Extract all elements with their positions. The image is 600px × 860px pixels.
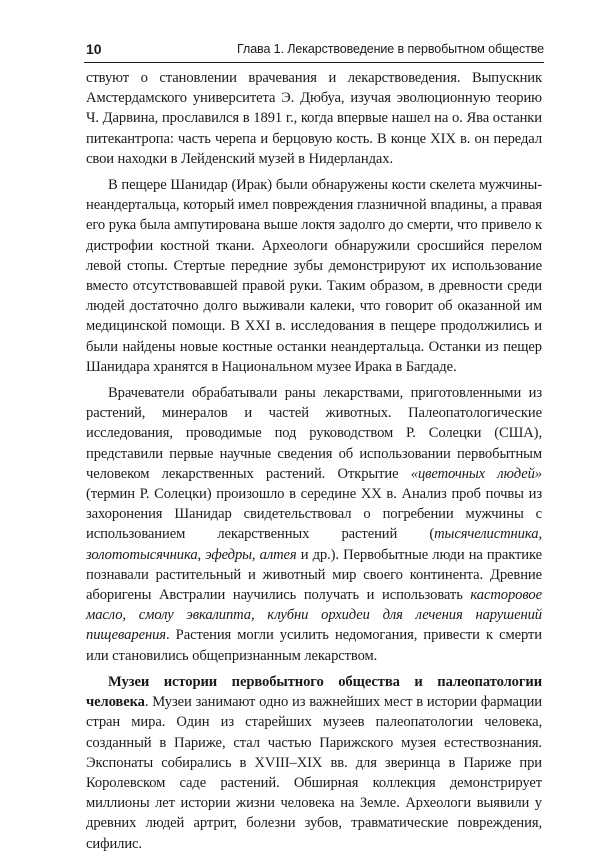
text-run: . Музеи занимают одно из важнейших мест в истории фармации стран мира. Один из старейших музеев палеопатологии человека, созданный в Париже, стал частью Парижского музея естествознания. Экспонаты собирались в XVIII–XIX вв. для зверинца в Париже при Королевском саде растений. Обширная коллекция демонстрирует миллионы лет истории жизни человека на Земле. Археологи выявили у древних людей артрит, болезни зубов, травматические повреждения, сифилис. [86,694,542,852]
text-run: . Растения могли усилить недомогания, привести к смерти или становились общепризнанным лекарством. [86,627,542,664]
italic-term: «цветочных людей» [410,465,542,482]
text-run: и др.). Первобытные люди на практике познавали растительный и животный мир своего континента. Древние аборигены Австралии научились получать и использовать [86,546,543,604]
italic-term: касторовое масло, смолу эвкалипта, клубни орхидеи для лечения нарушений пищеварения [86,587,542,644]
page-body [86,68,542,860]
paragraph [86,383,542,666]
text-run: Врачеватели обрабатывали раны лекарствами, приготовленными из растений, минералов и частей животных. Палеопатологические исследования, проводимые под руководством Р. Солецки (США), представили первые научные сведения об использовании первобытным человеком лекарственных растений. Открытие [86,385,542,482]
italic-term: тысячелистника, золототысячника, эфедры, алтея [86,526,542,563]
paragraph [86,175,542,377]
paragraph [86,672,542,854]
text-run: В пещере Шанидар (Ирак) были обнаружены кости скелета мужчины-неандертальца, который имел повреждения глазничной впадины, а правая его рука была ампутирована выше локтя задолго до смерти, что привело к дистрофии костной ткани. Археологи обнаружили сросшийся перелом левой стопы. Стертые передние зубы демонстрируют их использование вместо отсутствовавшей правой руки. Таким образом, в древности среди людей достаточно долго выживали калеки, что говорит об оказанной им медицинской помощи. В XXI в. исследования в пещере продолжились и были найдены новые костные останки неандертальца. Останки из пещер Шанидара хранятся в Национальном музее Ирака в Багдаде. [86,177,542,375]
running-title: Глава 1. Лекарствоведение в первобытном обществе [237,42,544,56]
text-run: ствуют о становлении врачевания и лекарствоведения. Выпускник Амстердамского университета Э. Дюбуа, изучая эволюционную теорию Ч. Дарвина, прославился в 1891 г., когда впервые нашел на о. Ява останки питекантропа: часть черепа и берцовую кость. В конце XIX в. он передал свои находки в Лейденский музей в Нидерландах. [86,70,542,167]
text-run: (термин Р. Солецки) произошло в середине XX в. Анализ проб почвы из захоронения Шанидар свидетельствовал о погребении мужчины с использованием лекарственных растений ( [86,486,542,543]
paragraph [86,68,542,169]
section-heading: Музеи истории первобытного общества и палеопатологии человека [86,673,542,711]
page-header [84,40,544,63]
page-number: 10 [86,41,102,57]
